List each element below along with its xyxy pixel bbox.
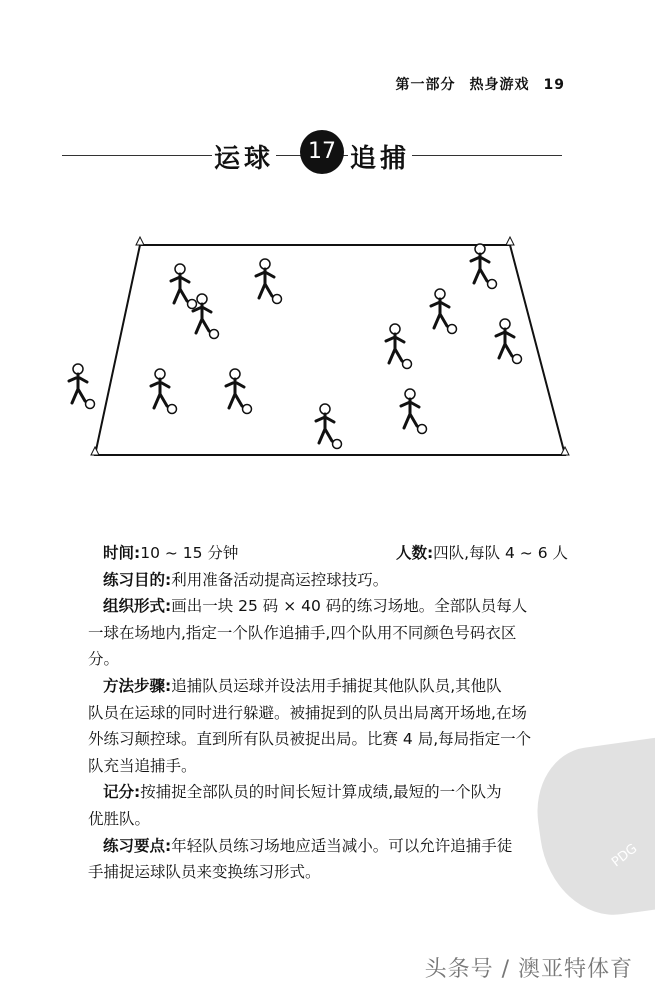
tips-text: 手捕捉运球队员来变换练习形式。 <box>88 863 321 882</box>
purpose-text: 利用准备活动提高运控球技巧。 <box>171 570 389 589</box>
ball-icon <box>513 355 522 364</box>
player-figure <box>193 294 219 339</box>
page-number: 19 <box>543 77 565 93</box>
player-figure <box>496 319 522 364</box>
corner-cone-icon <box>91 447 99 455</box>
player-figure <box>431 289 457 334</box>
purpose-label: 练习目的: <box>103 570 172 589</box>
section-name: 第一部分 <box>395 77 456 93</box>
ball-icon <box>243 405 252 414</box>
player-figure <box>401 389 427 434</box>
field-illustration <box>50 230 580 470</box>
scoring-text: 按捕捉全部队员的时间长短计算成绩,最短的一个队为 <box>140 783 502 802</box>
organization-text: 分。 <box>88 650 120 669</box>
drill-title <box>62 130 562 180</box>
organization-text: 画出一块 25 码 × 40 码的练习场地。全部队员每人 <box>171 597 528 616</box>
player-figure <box>256 259 282 304</box>
player-figure <box>471 244 497 289</box>
player-figure <box>69 364 95 409</box>
time-label: 时间: <box>103 544 141 562</box>
ball-icon <box>333 440 342 449</box>
method-text: 追捕队员运球并设法用手捕捉其他队队员,其他队 <box>171 676 502 695</box>
organization-label: 组织形式: <box>103 597 172 616</box>
scoring-line <box>88 779 568 806</box>
tips-line <box>88 859 568 886</box>
organization-line <box>88 620 568 647</box>
player-figure <box>386 324 412 369</box>
tips-text: 年轻队员练习场地应适当减小。可以允许追捕手徒 <box>171 836 513 855</box>
field-boundary <box>95 245 565 455</box>
ball-icon <box>488 280 497 289</box>
player-figure <box>151 369 177 414</box>
organization-line <box>88 646 568 673</box>
method-line <box>88 753 568 780</box>
ball-icon <box>448 325 457 334</box>
drill-description <box>88 540 568 886</box>
method-label: 方法步骤: <box>103 676 172 695</box>
title-right: 追捕 <box>348 138 412 175</box>
title-left: 运球 <box>212 138 276 175</box>
people-value: 四队,每队 4 ~ 6 人 <box>433 544 568 562</box>
ball-icon <box>188 300 197 309</box>
method-text: 队员在运球的同时进行躲避。被捕捉到的队员出局离开场地,在场 <box>88 703 527 722</box>
method-text: 队充当追捕手。 <box>88 756 197 775</box>
people-label: 人数: <box>395 544 434 562</box>
purpose-line <box>88 567 568 594</box>
organization-text: 一球在场地内,指定一个队作追捕手,四个队用不同颜色号码衣区 <box>88 623 517 642</box>
watermark: 头条号 / 澳亚特体育 <box>424 957 633 982</box>
scoring-line <box>88 806 568 833</box>
method-text: 外练习颠控球。直到所有队员被捉出局。比赛 4 局,每局指定一个 <box>88 730 532 749</box>
method-line <box>88 726 568 753</box>
ball-icon <box>86 400 95 409</box>
ball-icon <box>168 405 177 414</box>
running-header <box>382 74 565 94</box>
ball-icon <box>418 425 427 434</box>
chapter-name: 热身游戏 <box>469 77 530 93</box>
player-figure <box>171 264 197 309</box>
corner-cone-icon <box>136 237 144 245</box>
time-value: 10 ~ 15 分钟 <box>140 544 239 562</box>
method-line <box>88 700 568 727</box>
tips-label: 练习要点: <box>103 836 172 855</box>
scoring-text: 优胜队。 <box>88 809 151 828</box>
tips-line <box>88 833 568 860</box>
method-line <box>88 673 568 700</box>
organization-line <box>88 593 568 620</box>
ball-icon <box>403 360 412 369</box>
ball-icon <box>273 295 282 304</box>
scoring-label: 记分: <box>103 783 141 802</box>
ball-icon <box>210 330 219 339</box>
seal-text: PDG <box>609 841 641 871</box>
player-figure <box>226 369 252 414</box>
info-line <box>88 540 568 567</box>
drill-number-badge: 17 <box>300 130 344 174</box>
player-figure <box>316 404 342 449</box>
corner-cone-icon <box>506 237 514 245</box>
